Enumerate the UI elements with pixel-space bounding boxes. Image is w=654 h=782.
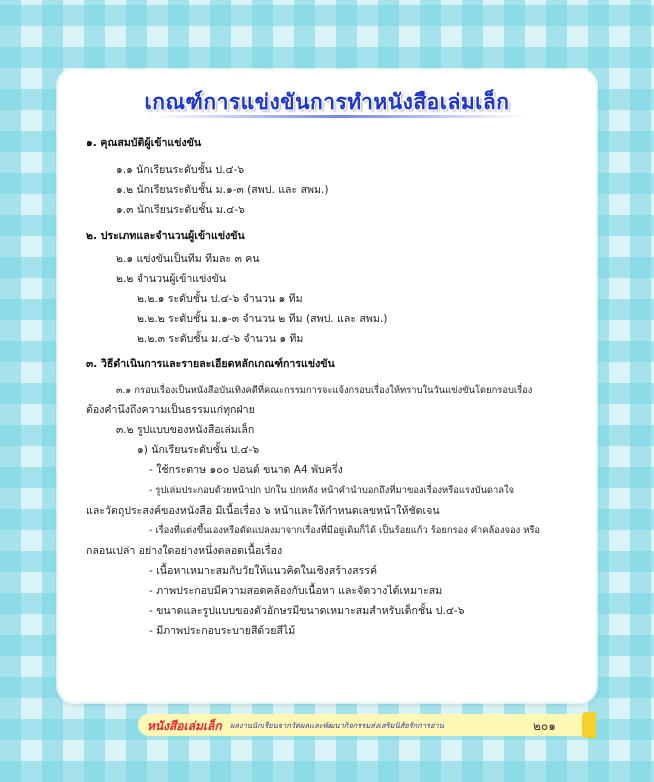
footer-logo: หนังสือเล่มเล็ก xyxy=(147,719,222,733)
page-tab xyxy=(582,712,596,738)
bullet-item: - ภาพประกอบมีความสอดคล้องกับเนื้อหา และจัดวางได้เหมาะสม xyxy=(149,585,443,597)
section-heading: ๓. วิธีดำเนินการและรายละเอียดหลักเกณฑ์การแข่งขัน xyxy=(86,358,335,370)
list-item: ๑.๑ นักเรียนระดับชั้น ป.๔-๖ xyxy=(116,164,245,176)
list-item: ๒.๒.๒ ระดับชั้น ม.๑-๓ จำนวน ๒ ทีม (สพป. และ สพม.) xyxy=(137,313,388,325)
content-card xyxy=(58,70,596,702)
page-number: ๒๐๑ xyxy=(533,719,556,733)
bullet-item: - ใช้กระดาษ ๑๐๐ ปอนด์ ขนาด A4 พับครึ่ง xyxy=(149,464,343,476)
list-item: ๒.๒.๓ ระดับชั้น ม.๔-๖ จำนวน ๑ ทีม xyxy=(137,333,304,345)
bullet-item: - เนื้อหาเหมาะสมกับวัยให้แนวคิดในเชิงสร้างสรรค์ xyxy=(149,565,378,577)
bullet-item: - รูปเล่มประกอบด้วยหน้าปก ปกใน ปกหลัง หน้าคำนำบอกถึงที่มาของเรื่องหรือแรงบันดาลใจ xyxy=(149,485,515,496)
list-item: ๒.๒ จำนวนผู้เข้าแข่งขัน xyxy=(116,273,227,285)
bullet-item: - มีภาพประกอบระบายสีด้วยสีไม้ xyxy=(149,625,296,637)
section-heading: ๒. ประเภทและจำนวนผู้เข้าแข่งขัน xyxy=(86,230,245,242)
paragraph-line: ๓.๑ กรอบเรื่องเป็นหนังสือบันเทิงคดีที่คณะกรรมการจะแจ้งกรอบเรื่องให้ทราบในวันแข่งขันโดยกรอบเรื่อง xyxy=(116,385,533,396)
list-item: ๑) นักเรียนระดับชั้น ป.๔-๖ xyxy=(137,444,260,456)
list-item: ๑.๒ นักเรียนระดับชั้น ม.๑-๓ (สพป. และ สพม.) xyxy=(116,184,329,196)
paragraph-line: กลอนเปล่า อย่างใดอย่างหนึ่งตลอดเนื้อเรื่อง xyxy=(86,545,283,557)
list-item: ๑.๓ นักเรียนระดับชั้น ม.๔-๖ xyxy=(116,204,245,216)
footer-caption: ผลงานนักเรียนจากวัดผลเเละพัฒนากิจกรรมส่งเสริมนิสัยรักการอ่าน xyxy=(230,721,444,730)
list-item: ๒.๑ แข่งขันเป็นทีม ทีมละ ๓ คน xyxy=(116,253,260,265)
list-item: ๒.๒.๑ ระดับชั้น ป.๔-๖ จำนวน ๑ ทีม xyxy=(137,293,303,305)
page-title: เกณฑ์การแข่งขันการทำหนังสือเล่มเล็ก xyxy=(144,90,510,114)
paragraph-line: และวัตถุประสงค์ของหนังสือ มีเนื้อเรื่อง ๖ หน้าและให้กำหนดเลขหน้าให้ชัดเจน xyxy=(86,505,440,517)
list-item: ๓.๒ รูปแบบของหนังสือเล่มเล็ก xyxy=(116,424,255,436)
section-heading: ๑. คุณสมบัติผู้เข้าแข่งขัน xyxy=(86,137,202,149)
criteria-content xyxy=(58,70,596,702)
bullet-item: - เรื่องที่แต่งขึ้นเองหรือดัดแปลงมาจากเรื่องที่มีอยู่เดิมก็ได้ เป็นร้อยแก้ว ร้อยกรอง คำคล้องจอง หรือ xyxy=(149,525,541,536)
bullet-item: - ขนาดและรูปแบบของตัวอักษรมีขนาดเหมาะสมสำหรับเด็กชั้น ป.๔-๖ xyxy=(149,605,465,617)
paragraph-line: ต้องคำนึงถึงความเป็นธรรมแก่ทุกฝ่าย xyxy=(86,404,255,416)
